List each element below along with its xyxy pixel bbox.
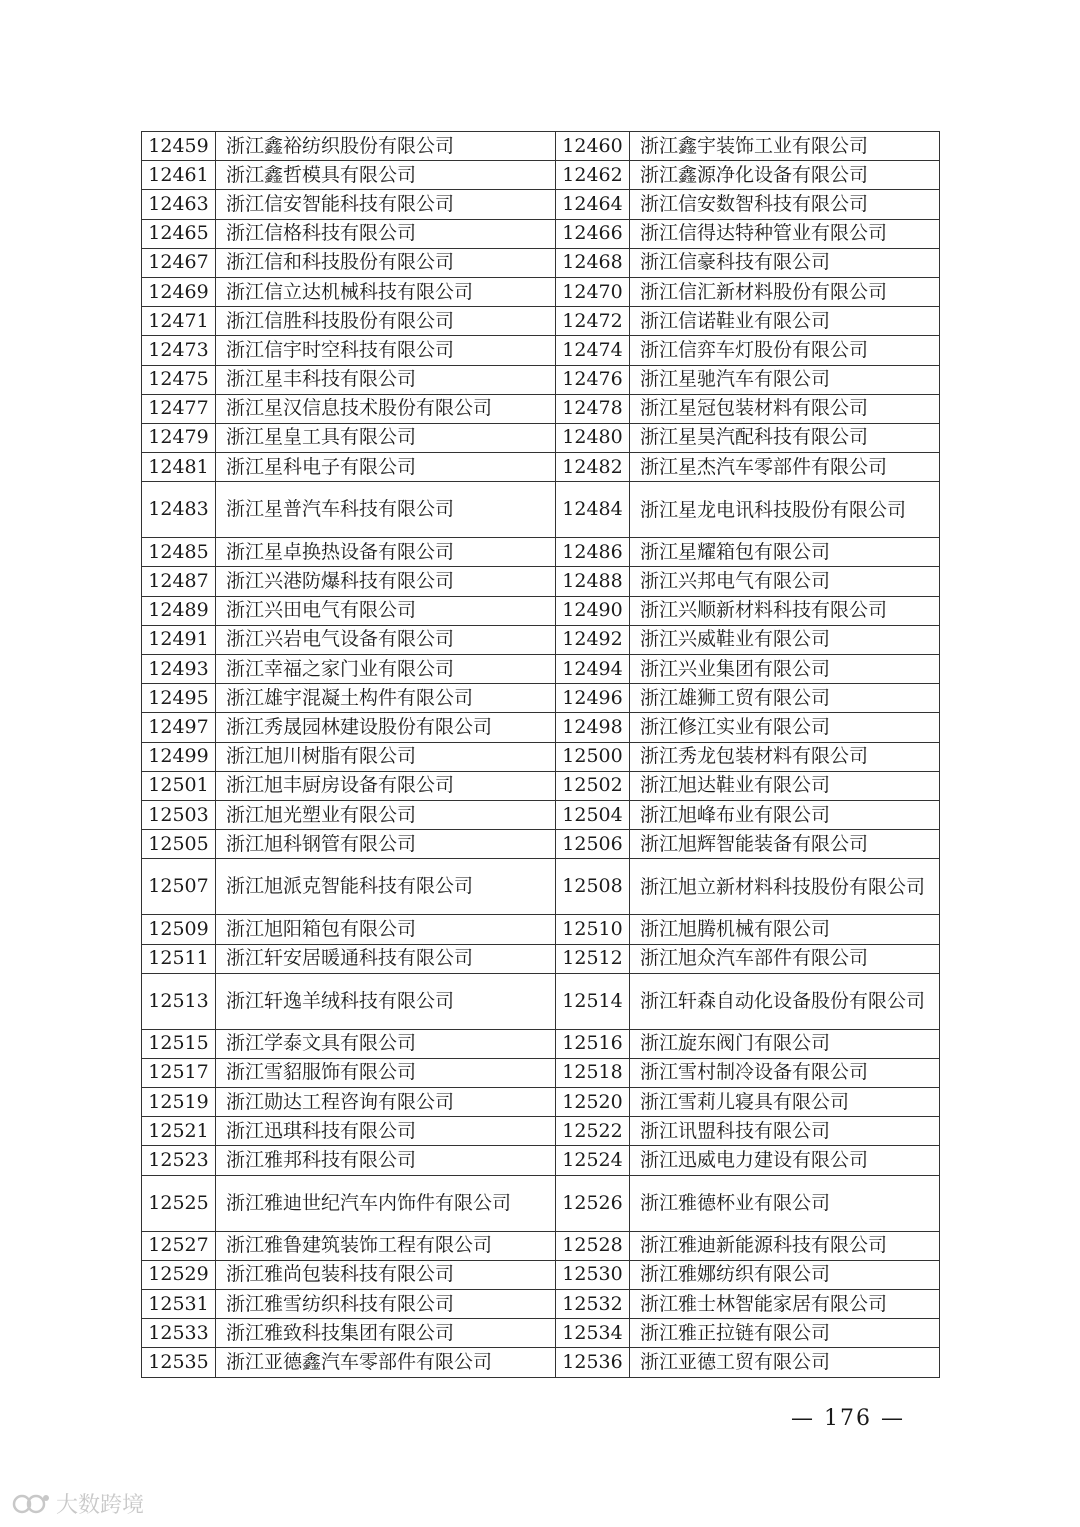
entry-number: 12468 <box>556 248 630 277</box>
entry-number: 12510 <box>556 915 630 944</box>
entry-number: 12469 <box>142 277 216 306</box>
company-name: 浙江雅德杯业有限公司 <box>630 1175 940 1231</box>
table-row <box>142 248 940 277</box>
entry-number: 12466 <box>556 219 630 248</box>
entry-number: 12498 <box>556 713 630 742</box>
table-row <box>142 625 940 654</box>
company-name: 浙江旭达鞋业有限公司 <box>630 771 940 800</box>
company-name: 浙江信豪科技有限公司 <box>630 248 940 277</box>
table-row <box>142 1348 940 1377</box>
entry-number: 12499 <box>142 742 216 771</box>
company-name: 浙江轩逸羊绒科技有限公司 <box>216 973 556 1029</box>
company-name: 浙江雅邦科技有限公司 <box>216 1146 556 1175</box>
entry-number: 12465 <box>142 219 216 248</box>
entry-number: 12502 <box>556 771 630 800</box>
table-row <box>142 713 940 742</box>
entry-number: 12518 <box>556 1058 630 1087</box>
entry-number: 12470 <box>556 277 630 306</box>
entry-number: 12483 <box>142 482 216 538</box>
table-row <box>142 1117 940 1146</box>
table-row <box>142 1088 940 1117</box>
company-name: 浙江秀龙包装材料有限公司 <box>630 742 940 771</box>
entry-number: 12524 <box>556 1146 630 1175</box>
company-name: 浙江幸福之家门业有限公司 <box>216 655 556 684</box>
entry-number: 12479 <box>142 423 216 452</box>
company-list-body <box>142 132 940 1378</box>
company-name: 浙江兴田电气有限公司 <box>216 596 556 625</box>
entry-number: 12474 <box>556 336 630 365</box>
company-name: 浙江兴业集团有限公司 <box>630 655 940 684</box>
company-name: 浙江勋达工程咨询有限公司 <box>216 1088 556 1117</box>
company-name: 浙江旭辉智能装备有限公司 <box>630 830 940 859</box>
entry-number: 12525 <box>142 1175 216 1231</box>
entry-number: 12515 <box>142 1029 216 1058</box>
table-row <box>142 482 940 538</box>
entry-number: 12526 <box>556 1175 630 1231</box>
entry-number: 12528 <box>556 1231 630 1260</box>
company-name: 浙江旋东阀门有限公司 <box>630 1029 940 1058</box>
company-name: 浙江鑫裕纺织股份有限公司 <box>216 132 556 161</box>
company-name: 浙江星耀箱包有限公司 <box>630 538 940 567</box>
company-name: 浙江兴邦电气有限公司 <box>630 567 940 596</box>
company-name: 浙江雅尚包装科技有限公司 <box>216 1260 556 1289</box>
entry-number: 12482 <box>556 453 630 482</box>
entry-number: 12459 <box>142 132 216 161</box>
table-row <box>142 219 940 248</box>
page-number: — 176 — <box>791 1406 905 1431</box>
table-row <box>142 915 940 944</box>
company-name: 浙江星龙电讯科技股份有限公司 <box>630 482 940 538</box>
entry-number: 12501 <box>142 771 216 800</box>
entry-number: 12533 <box>142 1319 216 1348</box>
company-name: 浙江信宇时空科技有限公司 <box>216 336 556 365</box>
company-name: 浙江星昊汽配科技有限公司 <box>630 423 940 452</box>
table-row <box>142 859 940 915</box>
entry-number: 12471 <box>142 307 216 336</box>
entry-number: 12462 <box>556 161 630 190</box>
entry-number: 12509 <box>142 915 216 944</box>
entry-number: 12500 <box>556 742 630 771</box>
entry-number: 12478 <box>556 394 630 423</box>
company-name: 浙江旭光塑业有限公司 <box>216 800 556 829</box>
entry-number: 12520 <box>556 1088 630 1117</box>
entry-number: 12475 <box>142 365 216 394</box>
company-name: 浙江轩森自动化设备股份有限公司 <box>630 973 940 1029</box>
company-name: 浙江修江实业有限公司 <box>630 713 940 742</box>
table-row <box>142 538 940 567</box>
company-name: 浙江兴威鞋业有限公司 <box>630 625 940 654</box>
entry-number: 12476 <box>556 365 630 394</box>
company-name: 浙江信格科技有限公司 <box>216 219 556 248</box>
entry-number: 12516 <box>556 1029 630 1058</box>
entry-number: 12536 <box>556 1348 630 1377</box>
table-row <box>142 423 940 452</box>
table-row <box>142 336 940 365</box>
entry-number: 12493 <box>142 655 216 684</box>
entry-number: 12523 <box>142 1146 216 1175</box>
company-name: 浙江星汉信息技术股份有限公司 <box>216 394 556 423</box>
company-name: 浙江信得达特种管业有限公司 <box>630 219 940 248</box>
entry-number: 12508 <box>556 859 630 915</box>
entry-number: 12506 <box>556 830 630 859</box>
entry-number: 12532 <box>556 1290 630 1319</box>
table-row <box>142 684 940 713</box>
entry-number: 12497 <box>142 713 216 742</box>
entry-number: 12530 <box>556 1260 630 1289</box>
entry-number: 12484 <box>556 482 630 538</box>
company-name: 浙江雪村制冷设备有限公司 <box>630 1058 940 1087</box>
company-name: 浙江雅鲁建筑装饰工程有限公司 <box>216 1231 556 1260</box>
company-name: 浙江雪貂服饰有限公司 <box>216 1058 556 1087</box>
entry-number: 12522 <box>556 1117 630 1146</box>
entry-number: 12477 <box>142 394 216 423</box>
company-name: 浙江星杰汽车零部件有限公司 <box>630 453 940 482</box>
company-name: 浙江旭众汽车部件有限公司 <box>630 944 940 973</box>
company-name: 浙江旭丰厨房设备有限公司 <box>216 771 556 800</box>
company-name: 浙江雅迪新能源科技有限公司 <box>630 1231 940 1260</box>
entry-number: 12495 <box>142 684 216 713</box>
table-row <box>142 365 940 394</box>
entry-number: 12489 <box>142 596 216 625</box>
entry-number: 12496 <box>556 684 630 713</box>
company-name: 浙江星冠包装材料有限公司 <box>630 394 940 423</box>
company-name: 浙江星驰汽车有限公司 <box>630 365 940 394</box>
entry-number: 12461 <box>142 161 216 190</box>
company-name: 浙江雄宇混凝土构件有限公司 <box>216 684 556 713</box>
company-name: 浙江信安数智科技有限公司 <box>630 190 940 219</box>
company-name: 浙江旭派克智能科技有限公司 <box>216 859 556 915</box>
entry-number: 12527 <box>142 1231 216 1260</box>
company-name: 浙江旭科钢管有限公司 <box>216 830 556 859</box>
company-name: 浙江鑫哲模具有限公司 <box>216 161 556 190</box>
entry-number: 12503 <box>142 800 216 829</box>
company-name: 浙江星皇工具有限公司 <box>216 423 556 452</box>
entry-number: 12535 <box>142 1348 216 1377</box>
entry-number: 12460 <box>556 132 630 161</box>
company-name: 浙江星丰科技有限公司 <box>216 365 556 394</box>
company-name: 浙江雅士林智能家居有限公司 <box>630 1290 940 1319</box>
table-row <box>142 596 940 625</box>
company-name: 浙江信安智能科技有限公司 <box>216 190 556 219</box>
table-row <box>142 800 940 829</box>
company-name: 浙江雅致科技集团有限公司 <box>216 1319 556 1348</box>
watermark <box>12 1488 144 1519</box>
table-row <box>142 1231 940 1260</box>
company-name: 浙江兴顺新材料科技有限公司 <box>630 596 940 625</box>
entry-number: 12504 <box>556 800 630 829</box>
company-name: 浙江轩安居暖通科技有限公司 <box>216 944 556 973</box>
entry-number: 12529 <box>142 1260 216 1289</box>
table-row <box>142 944 940 973</box>
table-row <box>142 1058 940 1087</box>
company-name: 浙江星普汽车科技有限公司 <box>216 482 556 538</box>
table-row <box>142 1290 940 1319</box>
company-name: 浙江旭腾机械有限公司 <box>630 915 940 944</box>
entry-number: 12494 <box>556 655 630 684</box>
entry-number: 12505 <box>142 830 216 859</box>
entry-number: 12485 <box>142 538 216 567</box>
entry-number: 12481 <box>142 453 216 482</box>
entry-number: 12488 <box>556 567 630 596</box>
company-list-table <box>141 131 940 1378</box>
company-name: 浙江信立达机械科技有限公司 <box>216 277 556 306</box>
company-name: 浙江秀晟园林建设股份有限公司 <box>216 713 556 742</box>
company-name: 浙江旭阳箱包有限公司 <box>216 915 556 944</box>
entry-number: 12491 <box>142 625 216 654</box>
table-row <box>142 1319 940 1348</box>
entry-number: 12511 <box>142 944 216 973</box>
table-row <box>142 1260 940 1289</box>
entry-number: 12507 <box>142 859 216 915</box>
company-name: 浙江雅娜纺织有限公司 <box>630 1260 940 1289</box>
company-name: 浙江雅雪纺织科技有限公司 <box>216 1290 556 1319</box>
company-name: 浙江雅正拉链有限公司 <box>630 1319 940 1348</box>
company-name: 浙江信诺鞋业有限公司 <box>630 307 940 336</box>
company-name: 浙江雪莉儿寝具有限公司 <box>630 1088 940 1117</box>
table-row <box>142 453 940 482</box>
entry-number: 12472 <box>556 307 630 336</box>
table-row <box>142 1175 940 1231</box>
entry-number: 12514 <box>556 973 630 1029</box>
company-name: 浙江讯盟科技有限公司 <box>630 1117 940 1146</box>
entry-number: 12534 <box>556 1319 630 1348</box>
company-name: 浙江旭峰布业有限公司 <box>630 800 940 829</box>
table-row <box>142 742 940 771</box>
table-row <box>142 973 940 1029</box>
company-name: 浙江兴岩电气设备有限公司 <box>216 625 556 654</box>
company-name: 浙江旭立新材料科技股份有限公司 <box>630 859 940 915</box>
entry-number: 12521 <box>142 1117 216 1146</box>
company-name: 浙江兴港防爆科技有限公司 <box>216 567 556 596</box>
table-row <box>142 190 940 219</box>
entry-number: 12517 <box>142 1058 216 1087</box>
entry-number: 12473 <box>142 336 216 365</box>
entry-number: 12480 <box>556 423 630 452</box>
entry-number: 12464 <box>556 190 630 219</box>
entry-number: 12490 <box>556 596 630 625</box>
company-name: 浙江雅迪世纪汽车内饰件有限公司 <box>216 1175 556 1231</box>
company-name: 浙江亚德鑫汽车零部件有限公司 <box>216 1348 556 1377</box>
company-name: 浙江星科电子有限公司 <box>216 453 556 482</box>
entry-number: 12486 <box>556 538 630 567</box>
company-name: 浙江迅琪科技有限公司 <box>216 1117 556 1146</box>
watermark-text: 大数跨境 <box>56 1493 145 1518</box>
table-row <box>142 161 940 190</box>
company-name: 浙江信汇新材料股份有限公司 <box>630 277 940 306</box>
company-name: 浙江亚德工贸有限公司 <box>630 1348 940 1377</box>
table-row <box>142 567 940 596</box>
entry-number: 12531 <box>142 1290 216 1319</box>
table-row <box>142 307 940 336</box>
company-name: 浙江信和科技股份有限公司 <box>216 248 556 277</box>
entry-number: 12519 <box>142 1088 216 1117</box>
entry-number: 12463 <box>142 190 216 219</box>
table-row <box>142 830 940 859</box>
table-row <box>142 655 940 684</box>
company-name: 浙江星卓换热设备有限公司 <box>216 538 556 567</box>
company-name: 浙江鑫源净化设备有限公司 <box>630 161 940 190</box>
company-name: 浙江迅威电力建设有限公司 <box>630 1146 940 1175</box>
table-row <box>142 277 940 306</box>
company-name: 浙江旭川树脂有限公司 <box>216 742 556 771</box>
table-row <box>142 771 940 800</box>
entry-number: 12512 <box>556 944 630 973</box>
company-name: 浙江信弈车灯股份有限公司 <box>630 336 940 365</box>
entry-number: 12513 <box>142 973 216 1029</box>
company-name: 浙江信胜科技股份有限公司 <box>216 307 556 336</box>
table-row <box>142 1029 940 1058</box>
entry-number: 12487 <box>142 567 216 596</box>
entry-number: 12492 <box>556 625 630 654</box>
company-name: 浙江学泰文具有限公司 <box>216 1029 556 1058</box>
table-row <box>142 394 940 423</box>
table-row <box>142 132 940 161</box>
entry-number: 12467 <box>142 248 216 277</box>
table-row <box>142 1146 940 1175</box>
watermark-logo-icon <box>12 1492 52 1516</box>
company-name: 浙江鑫宇装饰工业有限公司 <box>630 132 940 161</box>
company-name: 浙江雄狮工贸有限公司 <box>630 684 940 713</box>
